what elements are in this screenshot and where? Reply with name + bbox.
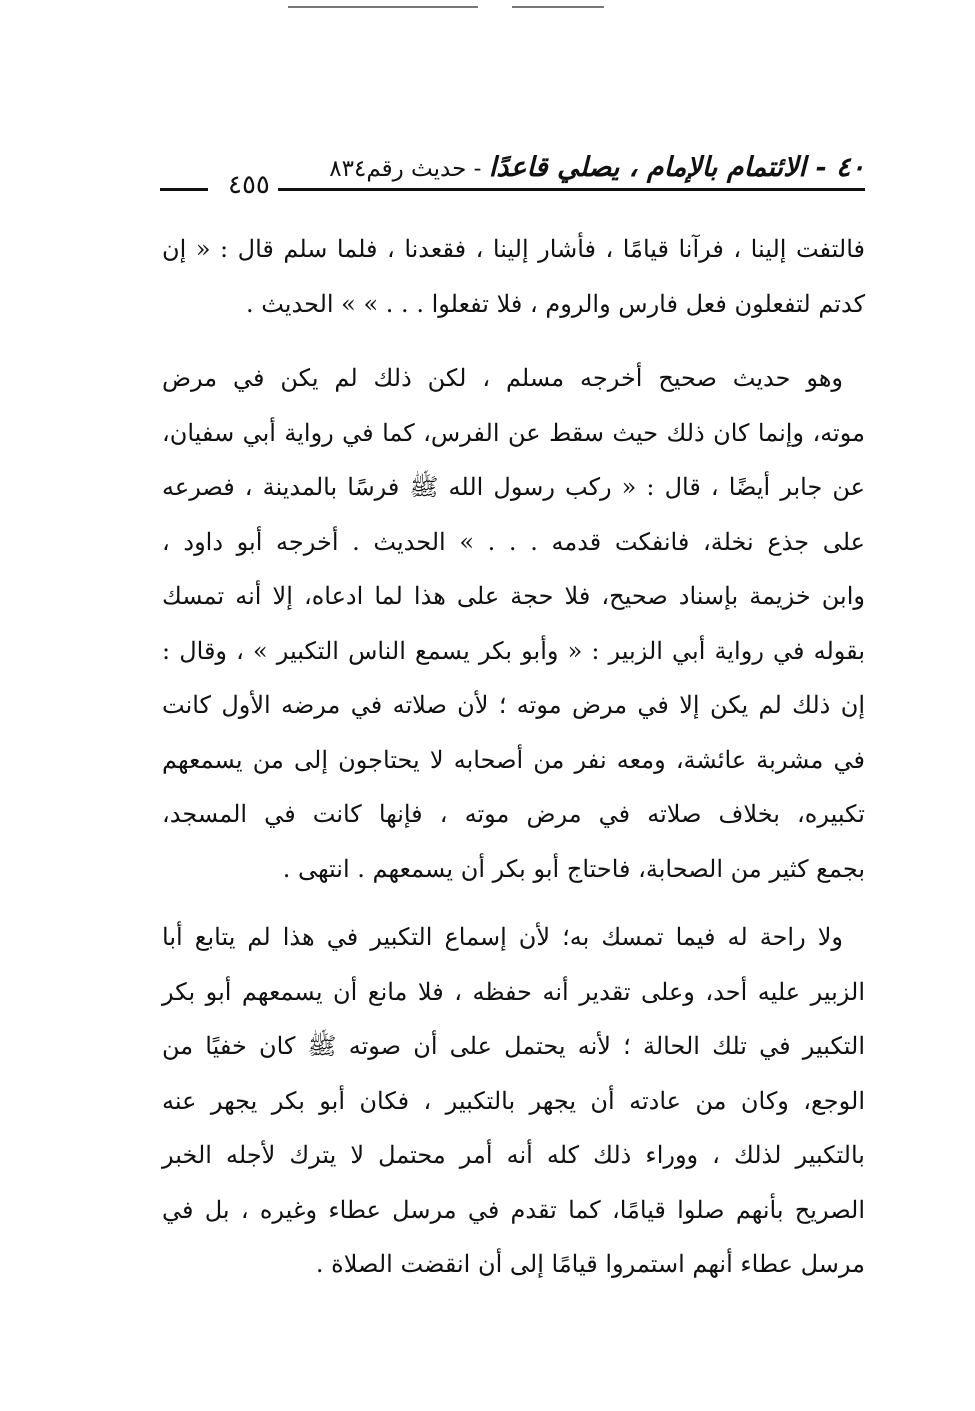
header-rule-short xyxy=(160,188,208,191)
text-line: بجمع كثير من الصحابة، فاحتاج أبو بكر أن يسمعهم . انتهى . xyxy=(282,854,865,883)
text-line: بقوله في رواية أبي الزبير : « وأبو بكر يسمع الناس التكبير » ، وقال : xyxy=(162,636,865,665)
text-line: في مشربة عائشة، ومعه نفر من أصحابه لا يحتاجون إلى من يسمعهم xyxy=(162,745,865,774)
text-line: عن جابر أيضًا ، قال : « ركب رسول الله ﷺ فرسًا بالمدينة ، فصرعه xyxy=(162,473,865,501)
text-line: بالتكبير لذلك ، ووراء ذلك كله أنه أمر محتمل لا يترك لأجله الخبر xyxy=(162,1141,865,1169)
text-line: موته، وإنما كان ذلك حيث سقط عن الفرس، كما في رواية أبي سفيان، xyxy=(162,418,865,447)
page-number: ٤٥٥ xyxy=(220,170,278,200)
text-line: إن ذلك لم يكن إلا في مرض موته ؛ لأن صلاته في مرضه الأول كانت xyxy=(162,691,865,719)
text-line: تكبيره، بخلاف صلاته في مرض موته ، فإنها كانت في المسجد، xyxy=(162,800,865,828)
text-line: وهو حديث صحيح أخرجه مسلم ، لكن ذلك لم يكن في مرض xyxy=(162,364,843,392)
header-chapter-title: ٤٠ - الائتمام بالإمام ، يصلي قاعدًا xyxy=(488,152,865,183)
header-title xyxy=(329,152,865,183)
paragraph-gap xyxy=(162,331,865,351)
paragraph-1 xyxy=(162,222,865,331)
paragraph-2 xyxy=(162,351,865,896)
text-line: وابن خزيمة بإسناد صحيح، فلا حجة على هذا لما ادعاه، إلا أنه تمسك xyxy=(162,582,865,610)
page-body xyxy=(162,222,865,1292)
text-line: الزبير عليه أحد، وعلى تقدير أنه حفظه ، فلا مانع أن يسمعهم أبو بكر xyxy=(162,977,865,1006)
header-rule xyxy=(270,188,865,191)
text-line: التكبير في تلك الحالة ؛ لأنه يحتمل على أن صوته ﷺ كان خفيًا من xyxy=(162,1032,865,1060)
text-line: كدتم لتفعلون فعل فارس والروم ، فلا تفعلوا . . . » » الحديث . xyxy=(245,289,865,318)
text-line: الصريح بأنهم صلوا قيامًا، كما تقدم في مرسل عطاء وغيره ، بل في xyxy=(162,1195,865,1224)
paragraph-gap xyxy=(162,896,865,910)
text-line: على جذع نخلة، فانفكت قدمه . . . » الحديث . أخرجه أبو داود ، xyxy=(162,527,865,556)
text-line: مرسل عطاء أنهم استمروا قيامًا إلى أن انقضت الصلاة . xyxy=(315,1250,865,1278)
running-header xyxy=(160,148,865,200)
paragraph-3 xyxy=(162,910,865,1292)
text-line: فالتفت إلينا ، فرآنا قيامًا ، فأشار إلينا ، فقعدنا ، فلما سلم قال : « إن xyxy=(162,235,865,263)
top-edge-rule xyxy=(512,6,604,8)
top-edge-rule xyxy=(288,6,478,8)
text-line: ولا راحة له فيما تمسك به؛ لأن إسماع التكبير في هذا لم يتابع أبا xyxy=(162,923,843,951)
header-hadith-number: - حديث رقم٨٣٤ xyxy=(329,156,489,182)
text-line: الوجع، وكان من عادته أن يجهر بالتكبير ، فكان أبو بكر يجهر عنه xyxy=(162,1086,865,1115)
